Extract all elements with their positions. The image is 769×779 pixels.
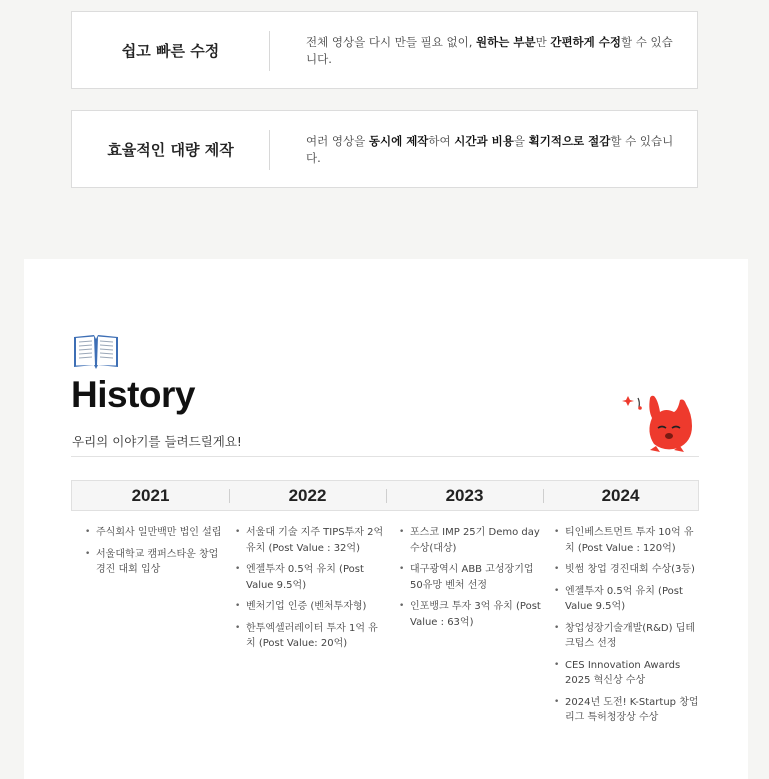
history-title: History bbox=[71, 374, 195, 415]
list-item: • 한투엑셀러레이터 투자 1억 유치 (Post Value: 20억) bbox=[235, 621, 387, 652]
list-item: • 창업성장기술개발(R&D) 딥테크팁스 선정 bbox=[554, 621, 700, 652]
list-item: • 티인베스트먼트 투자 10억 유치 (Post Value : 120억) bbox=[554, 525, 700, 556]
year-label-2023: 2023 bbox=[445, 485, 484, 505]
year-label-2024: 2024 bbox=[601, 485, 640, 505]
history-subtitle: 우리의 이야기를 들려드릴게요! bbox=[72, 434, 242, 449]
open-book-icon bbox=[72, 331, 120, 371]
feature-title: 효율적인 대량 제작 bbox=[107, 140, 234, 159]
list-item: • 엔젤투자 0.5억 유치 (Post Value 9.5억) bbox=[554, 584, 700, 615]
divider bbox=[269, 31, 270, 71]
list-item: • 주식회사 일만백만 법인 설립 bbox=[85, 525, 227, 541]
list-item: • 인포뱅크 투자 3억 유치 (Post Value : 63억) bbox=[399, 599, 543, 630]
red-mascot-icon bbox=[620, 388, 700, 458]
list-item: • 대구광역시 ABB 고성장기업 50유망 벤처 선정 bbox=[399, 562, 543, 593]
list-item: • 빗썸 창업 경진대회 수상(3등) bbox=[554, 562, 700, 578]
list-item: • 서울대학교 캠퍼스타운 창업 경진 대회 입상 bbox=[85, 547, 227, 578]
year-column-2022 bbox=[235, 525, 387, 658]
year-label-2021: 2021 bbox=[131, 485, 170, 505]
list-item: • 엔젤투자 0.5억 유치 (Post Value 9.5억) bbox=[235, 562, 387, 593]
year-column-2023 bbox=[399, 525, 543, 636]
divider bbox=[71, 456, 699, 457]
feature-description: 전체 영상을 다시 만들 필요 없이, 원하는 부분만 간편하게 수정할 수 있습니다. bbox=[306, 35, 673, 66]
feature-card-easy-edit bbox=[71, 11, 698, 89]
year-header-bar bbox=[71, 480, 699, 511]
divider bbox=[269, 130, 270, 170]
list-item: • CES Innovation Awards 2025 혁신상 수상 bbox=[554, 658, 700, 689]
feature-description: 여러 영상을 동시에 제작하여 시간과 비용을 획기적으로 절감할 수 있습니다. bbox=[306, 134, 674, 165]
list-item: • 2024년 도전! K-Startup 창업리그 특허청장상 수상 bbox=[554, 695, 700, 726]
feature-card-bulk-production bbox=[71, 110, 698, 188]
list-item: • 벤처기업 인증 (벤처투자형) bbox=[235, 599, 387, 615]
list-item: • 서울대 기술 지주 TIPS투자 2억 유치 (Post Value : 32억) bbox=[235, 525, 387, 556]
year-column-2024 bbox=[554, 525, 700, 732]
year-label-2022: 2022 bbox=[288, 485, 327, 505]
year-column-2021 bbox=[85, 525, 227, 584]
list-item: • 포스코 IMP 25기 Demo day 수상(대상) bbox=[399, 525, 543, 556]
feature-title: 쉽고 빠른 수정 bbox=[121, 41, 220, 60]
